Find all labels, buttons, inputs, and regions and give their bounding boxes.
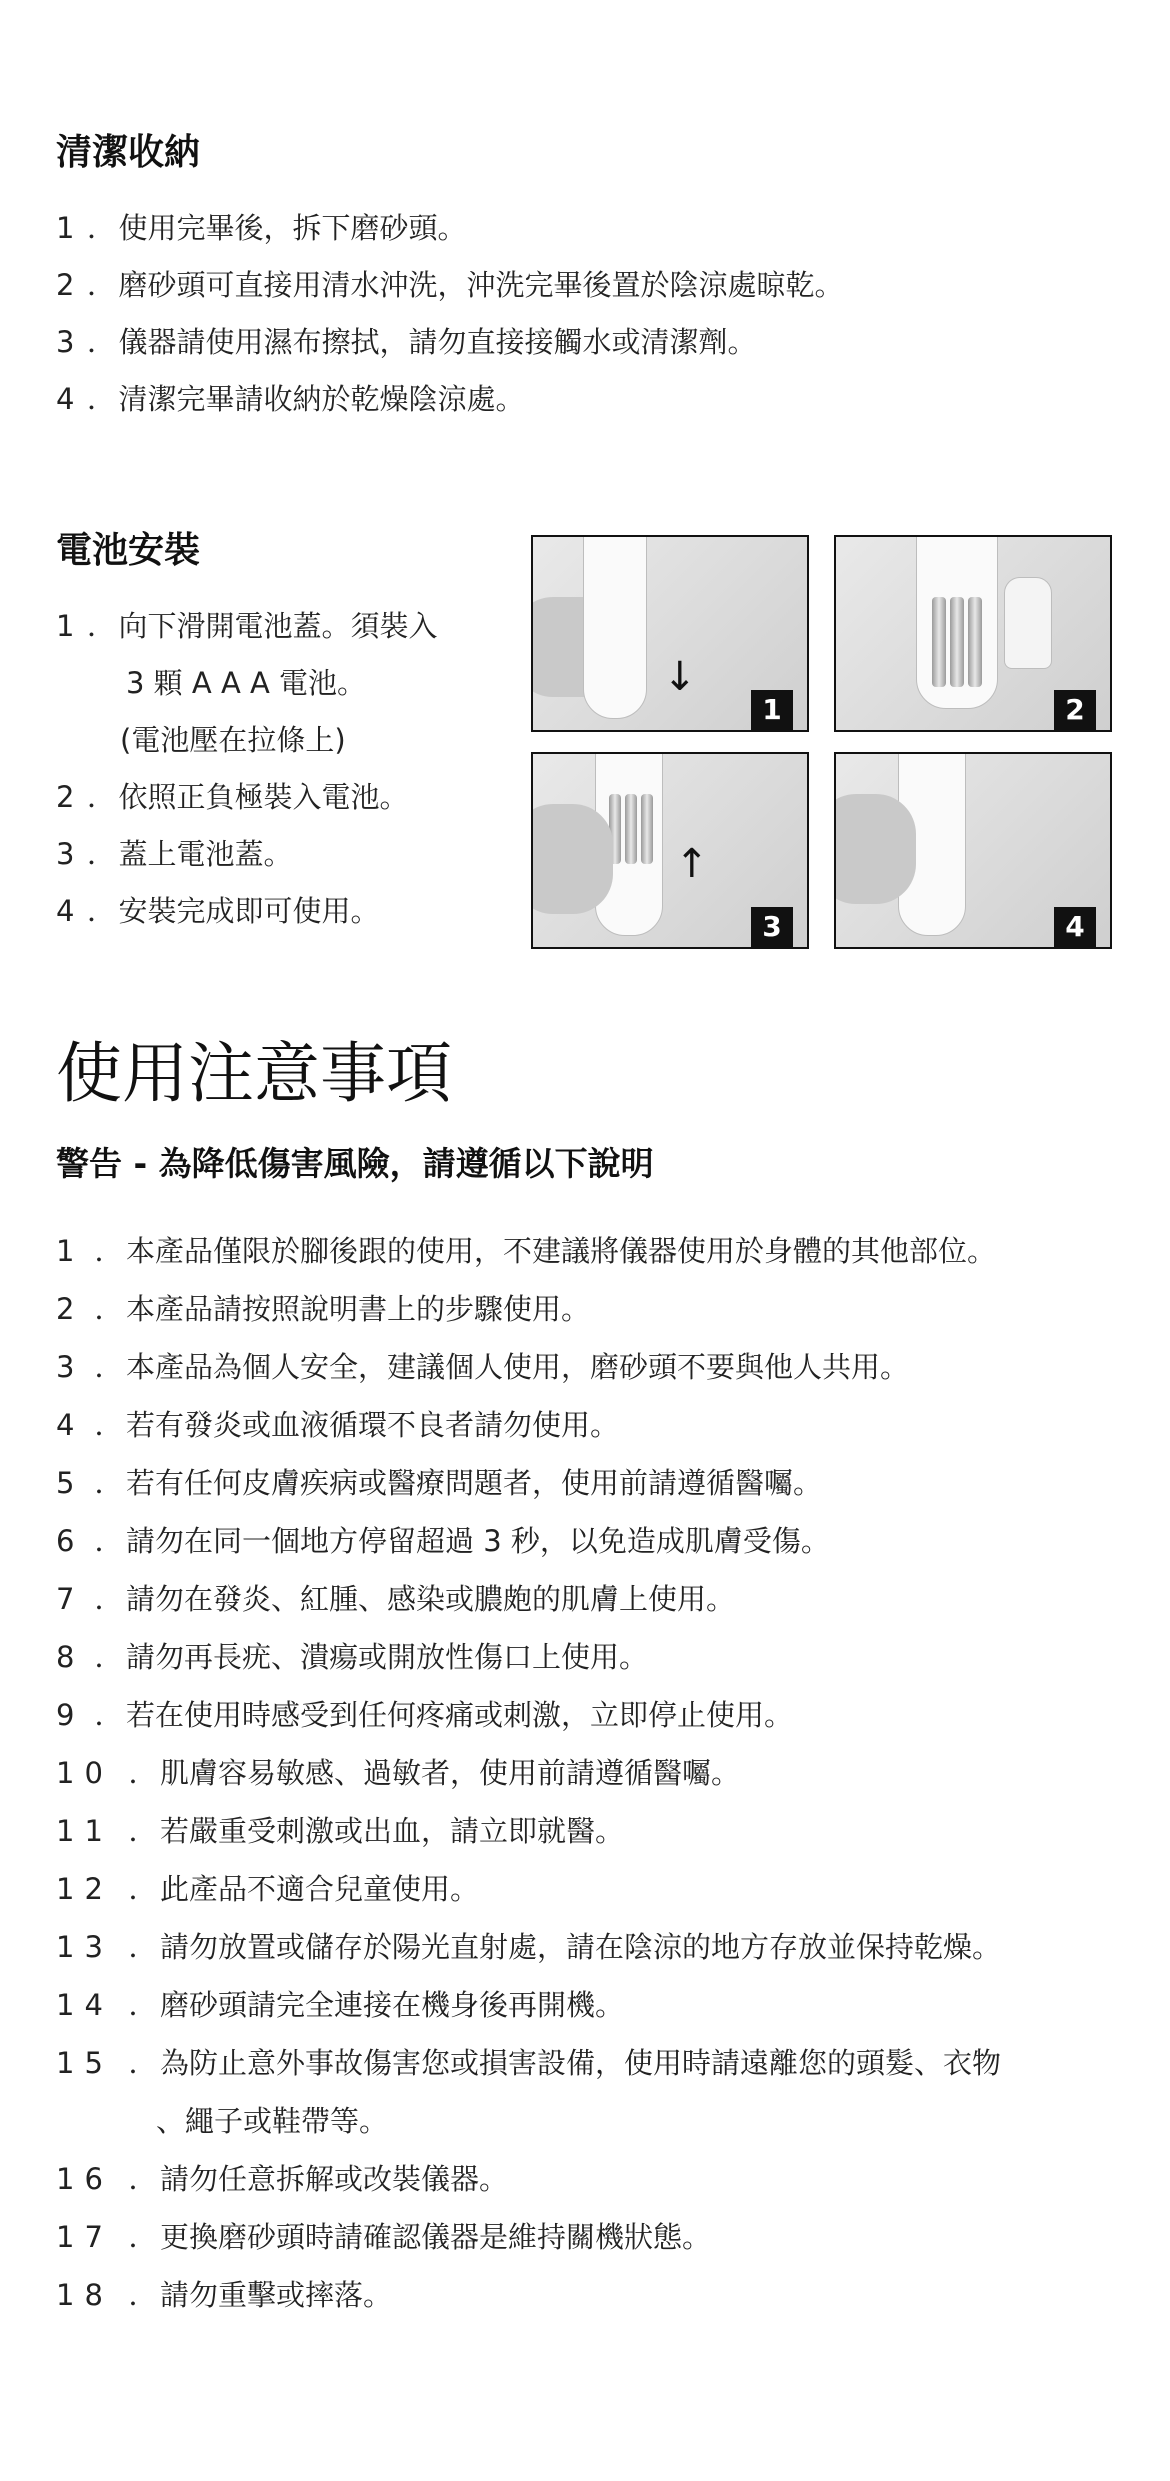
item-text: 本產品僅限於腳後跟的使用，不建議將儀器使用於身體的其他部位。 (126, 1234, 997, 1268)
item-text: 依照正負極裝入電池。 (118, 780, 409, 814)
cautions-list (56, 1222, 1001, 2324)
item-text: 若有發炎或血液循環不良者請勿使用。 (126, 1408, 620, 1442)
arrow-up-icon: ↑ (675, 841, 709, 887)
item-text: 更換磨砂頭時請確認儀器是維持關機狀態。 (160, 2220, 712, 2254)
item-text: 請勿在發炎、紅腫、感染或膿皰的肌膚上使用。 (126, 1582, 736, 1616)
item-text: 肌膚容易敏感、過敏者，使用前請遵循醫囑。 (160, 1756, 741, 1790)
item-number: 13 (56, 1930, 113, 1964)
item-text: 使用完畢後，拆下磨砂頭。 (118, 211, 467, 245)
item-text: 若在使用時感受到任何疼痛或刺激，立即停止使用。 (126, 1698, 794, 1732)
item-number: 9 (56, 1698, 85, 1732)
item-separator: ． (128, 1930, 158, 1964)
cautions-title: 使用注意事項 (56, 1035, 452, 1112)
list-item (56, 2150, 1001, 2208)
item-text: 本產品請按照說明書上的步驟使用。 (126, 1292, 591, 1326)
list-item (56, 1802, 1001, 1860)
list-item (56, 314, 843, 371)
item-separator: ． (86, 780, 116, 814)
item-text: 蓋上電池蓋。 (118, 837, 293, 871)
list-item (56, 1976, 1001, 2034)
item-separator: ． (128, 2278, 158, 2312)
battery-step-photo-4 (834, 752, 1112, 949)
list-item (56, 826, 437, 883)
item-text: 此產品不適合兒童使用。 (160, 1872, 480, 1906)
item-number: 2 (56, 780, 85, 814)
item-number: 12 (56, 1872, 113, 1906)
hand-illustration (834, 794, 916, 904)
list-item (56, 257, 843, 314)
item-separator: ． (94, 1698, 124, 1732)
battery-title: 電池安裝 (56, 530, 201, 571)
list-item (56, 371, 843, 428)
item-text: 磨砂頭請完全連接在機身後再開機。 (160, 1988, 625, 2022)
item-number: 18 (56, 2278, 113, 2312)
battery-icon (625, 794, 637, 864)
item-text: 若有任何皮膚疾病或醫療問題者，使用前請遵循醫囑。 (126, 1466, 823, 1500)
list-item-continuation (56, 2092, 1001, 2150)
item-text: 向下滑開電池蓋。須裝入 (118, 609, 438, 643)
item-separator: ． (86, 325, 116, 359)
list-item (56, 1396, 1001, 1454)
cleaning-list (56, 200, 843, 428)
step-badge: 4 (1054, 907, 1096, 947)
list-item (56, 1628, 1001, 1686)
item-text: (電池壓在拉條上) (120, 723, 346, 757)
item-separator: ． (86, 211, 116, 245)
item-number: 2 (56, 268, 85, 302)
battery-icon (932, 597, 946, 687)
item-separator: ． (128, 2046, 158, 2080)
list-item (56, 769, 437, 826)
item-separator: ． (94, 1408, 124, 1442)
step-badge: 3 (751, 907, 793, 947)
item-number: 1 (56, 211, 85, 245)
item-number: 7 (56, 1582, 85, 1616)
item-number: 11 (56, 1814, 113, 1848)
item-separator: ． (128, 1988, 158, 2022)
item-separator: ． (94, 1640, 124, 1674)
battery-step-photo-1 (531, 535, 809, 732)
item-separator: ． (94, 1350, 124, 1384)
item-separator: ． (94, 1234, 124, 1268)
item-number: 10 (56, 1756, 113, 1790)
list-item (56, 2266, 1001, 2324)
item-separator: ． (86, 382, 116, 416)
list-item (56, 1280, 1001, 1338)
item-number: 3 (56, 325, 85, 359)
item-text: 請勿任意拆解或改裝儀器。 (160, 2162, 509, 2196)
item-number: 1 (56, 609, 85, 643)
item-number: 4 (56, 382, 85, 416)
step-badge: 1 (751, 690, 793, 730)
item-number: 3 (56, 837, 85, 871)
battery-list (56, 598, 437, 940)
item-separator: ． (86, 268, 116, 302)
battery-cover-illustration (1004, 577, 1052, 669)
warning-heading: 警告 - 為降低傷害風險，請遵循以下說明 (56, 1144, 654, 1183)
item-number: 1 (56, 1234, 85, 1268)
list-item (56, 1338, 1001, 1396)
item-separator: ． (128, 2162, 158, 2196)
item-text: 請勿再長疣、潰瘍或開放性傷口上使用。 (126, 1640, 649, 1674)
item-text: 請勿重擊或摔落。 (160, 2278, 393, 2312)
list-item (56, 200, 843, 257)
item-text: 、繩子或鞋帶等。 (156, 2104, 389, 2138)
list-item-continuation (56, 712, 437, 769)
item-number: 16 (56, 2162, 113, 2196)
item-separator: ． (86, 894, 116, 928)
item-number: 6 (56, 1524, 85, 1558)
item-separator: ． (128, 2220, 158, 2254)
list-item (56, 1860, 1001, 1918)
item-number: 8 (56, 1640, 85, 1674)
battery-icon (950, 597, 964, 687)
item-text: 清潔完畢請收納於乾燥陰涼處。 (118, 382, 525, 416)
item-separator: ． (86, 609, 116, 643)
list-item (56, 1454, 1001, 1512)
list-item (56, 598, 437, 655)
step-badge: 2 (1054, 690, 1096, 730)
item-number: 17 (56, 2220, 113, 2254)
device-illustration (583, 535, 647, 719)
item-separator: ． (128, 1814, 158, 1848)
item-number: 15 (56, 2046, 113, 2080)
battery-icon (968, 597, 982, 687)
list-item (56, 883, 437, 940)
item-separator: ． (128, 1872, 158, 1906)
item-number: 4 (56, 1408, 85, 1442)
battery-step-photo-3 (531, 752, 809, 949)
item-text: 磨砂頭可直接用清水沖洗，沖洗完畢後置於陰涼處晾乾。 (118, 268, 844, 302)
item-text: 本產品為個人安全，建議個人使用，磨砂頭不要與他人共用。 (126, 1350, 910, 1384)
list-item (56, 2034, 1001, 2092)
list-item (56, 1512, 1001, 1570)
item-text: 請勿放置或儲存於陽光直射處，請在陰涼的地方存放並保持乾燥。 (160, 1930, 1002, 1964)
item-number: 14 (56, 1988, 113, 2022)
battery-step-photo-2 (834, 535, 1112, 732)
list-item (56, 1918, 1001, 1976)
item-text: 請勿在同一個地方停留超過 3 秒，以免造成肌膚受傷。 (126, 1524, 830, 1558)
item-separator: ． (94, 1466, 124, 1500)
hand-illustration (531, 804, 613, 914)
list-item (56, 2208, 1001, 2266)
item-separator: ． (94, 1582, 124, 1616)
list-item (56, 1570, 1001, 1628)
list-item-continuation (56, 655, 437, 712)
item-separator: ． (86, 837, 116, 871)
item-text: 3 顆 A A A 電池。 (126, 666, 367, 700)
item-number: 3 (56, 1350, 85, 1384)
item-separator: ． (94, 1292, 124, 1326)
list-item (56, 1222, 1001, 1280)
list-item (56, 1744, 1001, 1802)
list-item (56, 1686, 1001, 1744)
item-text: 儀器請使用濕布擦拭，請勿直接接觸水或清潔劑。 (118, 325, 757, 359)
item-number: 2 (56, 1292, 85, 1326)
item-text: 為防止意外事故傷害您或損害設備，使用時請遠離您的頭髮、衣物 (160, 2046, 1002, 2080)
cleaning-title: 清潔收納 (56, 132, 201, 173)
item-text: 若嚴重受刺激或出血，請立即就醫。 (160, 1814, 625, 1848)
item-separator: ． (128, 1756, 158, 1790)
item-separator: ． (94, 1524, 124, 1558)
battery-icon (641, 794, 653, 864)
item-text: 安裝完成即可使用。 (118, 894, 380, 928)
item-number: 4 (56, 894, 85, 928)
item-number: 5 (56, 1466, 85, 1500)
arrow-down-icon: ↓ (663, 654, 697, 700)
